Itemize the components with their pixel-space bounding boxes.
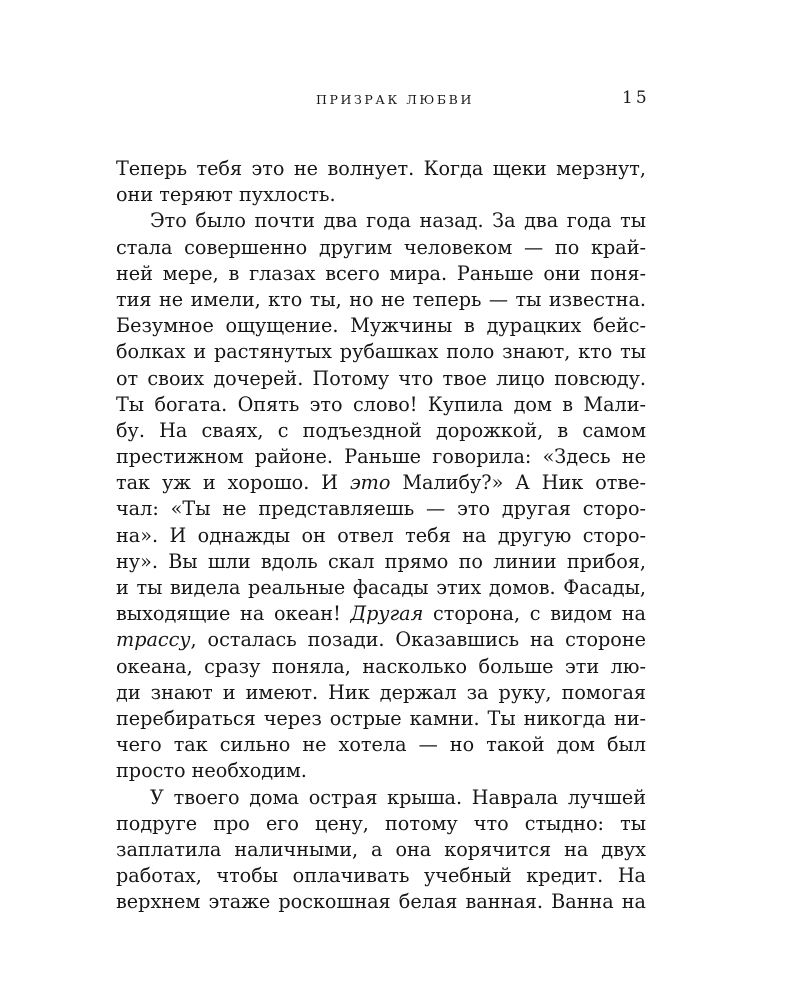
text-line xyxy=(116,418,646,444)
text-segment: верхнем этаже роскошная белая ванная. Ванна на xyxy=(116,890,646,914)
text-segment: выходящие на океан! xyxy=(116,602,351,626)
text-segment: Малибу?» А Ник отве- xyxy=(390,471,646,495)
text-line xyxy=(116,313,646,339)
text-line xyxy=(116,758,646,784)
text-segment: Безумное ощущение. Мужчины в дурацких бейс- xyxy=(116,314,646,338)
text-line xyxy=(116,366,646,392)
text-line xyxy=(116,680,646,706)
text-segment: ней мере, в глазах всего мира. Раньше они поня- xyxy=(116,261,646,285)
text-line xyxy=(116,889,646,915)
running-head xyxy=(0,88,800,114)
text-segment: бу. На сваях, с подъездной дорожкой, в самом xyxy=(116,418,646,442)
page-number: 15 xyxy=(622,88,650,108)
text-segment: Это было почти два года назад. За два года ты xyxy=(150,209,646,233)
text-line xyxy=(116,863,646,889)
text-line xyxy=(116,785,646,811)
text-line xyxy=(116,496,646,522)
text-line xyxy=(116,444,646,470)
text-line xyxy=(116,549,646,575)
text-line xyxy=(116,627,646,653)
text-line xyxy=(116,654,646,680)
text-line xyxy=(116,287,646,313)
text-segment: болках и растянутых рубашках поло знают, кто ты xyxy=(116,340,646,364)
running-head-title: ПРИЗРАК ЛЮБВИ xyxy=(316,92,474,107)
text-line xyxy=(116,235,646,261)
text-segment: так уж и хорошо. И xyxy=(116,471,350,495)
text-segment: на». И однажды он отвел тебя на другую сторо- xyxy=(116,523,646,547)
italic-text: Другая xyxy=(350,602,424,626)
text-line xyxy=(116,601,646,627)
text-segment: от своих дочерей. Потому что твое лицо повсюду. xyxy=(116,366,646,390)
text-line xyxy=(116,523,646,549)
italic-text: трассу xyxy=(116,628,191,652)
text-line xyxy=(116,182,646,208)
text-segment: они теряют пухлость. xyxy=(116,183,336,207)
text-segment: тия не имели, кто ты, но не теперь — ты известна. xyxy=(116,287,646,311)
text-segment: ди знают и имеют. Ник держал за руку, помогая xyxy=(116,680,646,704)
text-segment: работах, чтобы оплачивать учебный кредит. На xyxy=(116,864,646,888)
text-segment: У твоего дома острая крыша. Наврала лучшей xyxy=(150,785,646,809)
text-segment: сторона, с видом на xyxy=(423,602,646,626)
text-segment: чего так сильно не хотела — но такой дом был xyxy=(116,733,646,757)
text-line xyxy=(116,575,646,601)
body-text xyxy=(116,156,646,915)
text-segment: Теперь тебя это не волнует. Когда щеки мерзнут, xyxy=(116,157,646,180)
text-segment: заплатила наличными, а она корячится на двух xyxy=(116,837,646,861)
text-segment: океана, сразу поняла, насколько больше эти лю- xyxy=(116,654,646,678)
text-line xyxy=(116,811,646,837)
text-segment: Ты богата. Опять это слово! Купила дом в Мали- xyxy=(116,392,646,416)
text-segment: престижном районе. Раньше говорила: «Здесь не xyxy=(116,445,646,469)
text-segment: ну». Вы шли вдоль скал прямо по линии прибоя, xyxy=(116,549,646,573)
italic-text: это xyxy=(349,471,391,495)
text-segment: чал: «Ты не представляешь — это другая сторо- xyxy=(116,497,646,521)
text-line xyxy=(116,392,646,418)
text-segment: перебираться через острые камни. Ты никогда ни- xyxy=(116,706,646,730)
text-segment: просто необходим. xyxy=(116,759,307,783)
text-line xyxy=(116,156,646,182)
text-segment: и ты видела реальные фасады этих домов. Фасады, xyxy=(116,576,646,599)
text-line xyxy=(116,706,646,732)
text-line xyxy=(116,208,646,234)
text-line xyxy=(116,732,646,758)
text-line xyxy=(116,261,646,287)
text-segment: , осталась позади. Оказавшись на стороне xyxy=(190,628,646,652)
text-line xyxy=(116,470,646,496)
text-line xyxy=(116,837,646,863)
text-line xyxy=(116,339,646,365)
text-segment: подруге про его цену, потому что стыдно: ты xyxy=(116,811,646,835)
text-segment: стала совершенно другим человеком — по край- xyxy=(116,235,646,259)
